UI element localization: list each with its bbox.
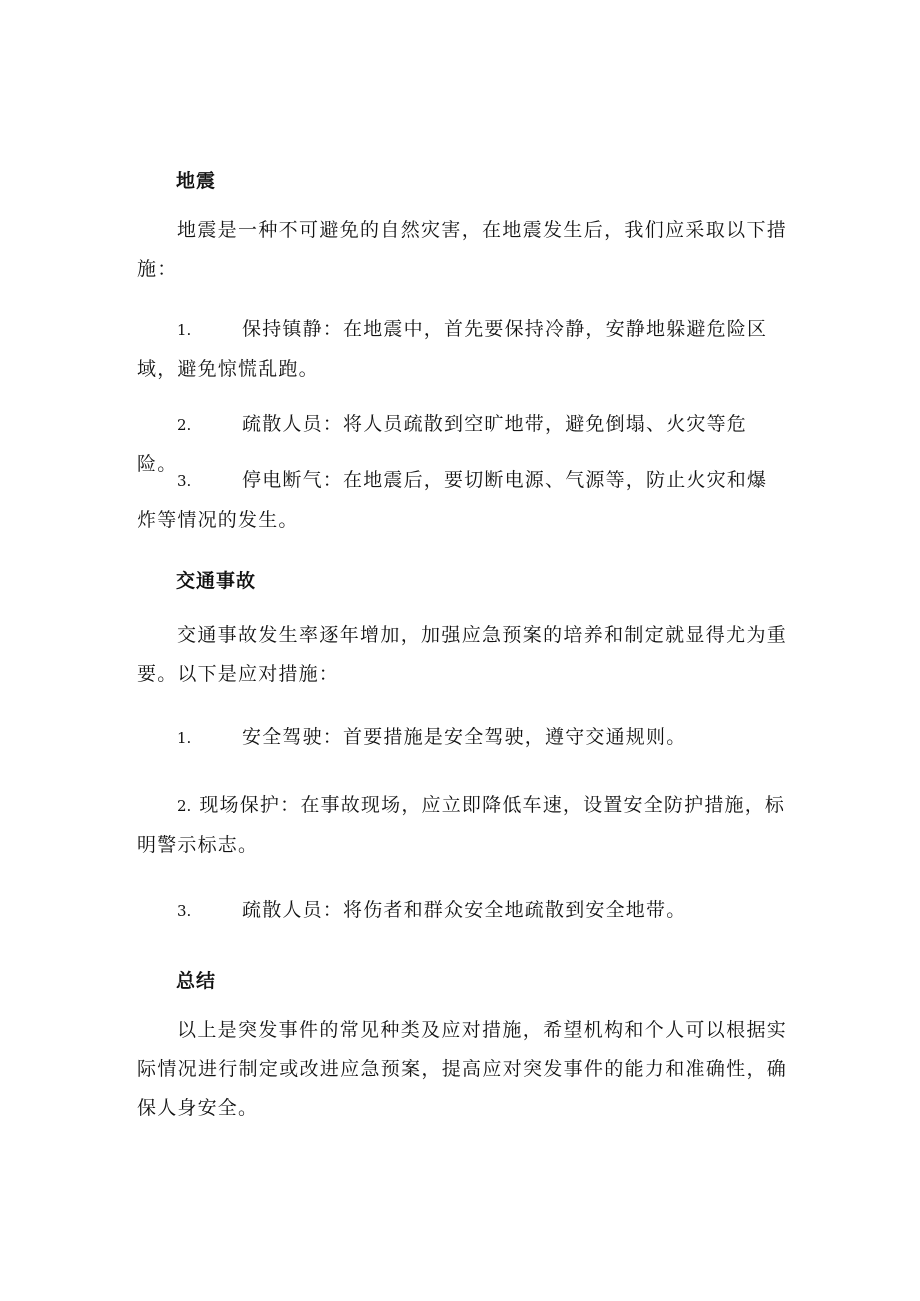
list-item bbox=[137, 718, 787, 758]
list-item-text: 保持镇静：在地震中，首先要保持冷静，安静地躲避危险区域，避免惊慌乱跑。 bbox=[137, 318, 768, 380]
list-item-number: 2. bbox=[177, 797, 192, 815]
list-item-number: 3. bbox=[177, 472, 192, 490]
list-item bbox=[137, 891, 787, 931]
list-item-number: 1. bbox=[177, 729, 192, 747]
list-item-number: 2. bbox=[177, 416, 192, 434]
list-item bbox=[137, 310, 787, 389]
list-item-text: 疏散人员：将人员疏散到空旷地带，避免倒塌、火灾等危险。 bbox=[137, 413, 748, 475]
list-item bbox=[137, 461, 787, 540]
list-item-text: 停电断气：在地震后，要切断电源、气源等，防止火灾和爆炸等情况的发生。 bbox=[137, 469, 768, 531]
list-item-text: 疏散人员：将伤者和群众安全地疏散到安全地带。 bbox=[242, 899, 687, 921]
section-intro-earthquake: 地震是一种不可避免的自然灾害，在地震发生后，我们应采取以下措施： bbox=[137, 219, 787, 280]
list-item-text: 现场保护：在事故现场，应立即降低车速，设置安全防护措施，标明警示标志。 bbox=[137, 794, 786, 856]
section-heading-summary: 总结 bbox=[176, 970, 217, 992]
section-intro-traffic-accident: 交通事故发生率逐年增加，加强应急预案的培养和制定就显得尤为重要。以下是应对措施： bbox=[137, 624, 787, 685]
section-heading-earthquake: 地震 bbox=[176, 170, 217, 192]
section-heading-traffic-accident: 交通事故 bbox=[176, 570, 257, 592]
list-item-number: 1. bbox=[177, 321, 192, 339]
list-item-text: 安全驾驶：首要措施是安全驾驶，遵守交通规则。 bbox=[242, 726, 687, 748]
section-body-summary: 以上是突发事件的常见种类及应对措施，希望机构和个人可以根据实际情况进行制定或改进应急预案，提高应对突发事件的能力和准确性，确保人身安全。 bbox=[137, 1019, 787, 1119]
list-item-number: 3. bbox=[177, 902, 192, 920]
list-item bbox=[137, 786, 787, 865]
